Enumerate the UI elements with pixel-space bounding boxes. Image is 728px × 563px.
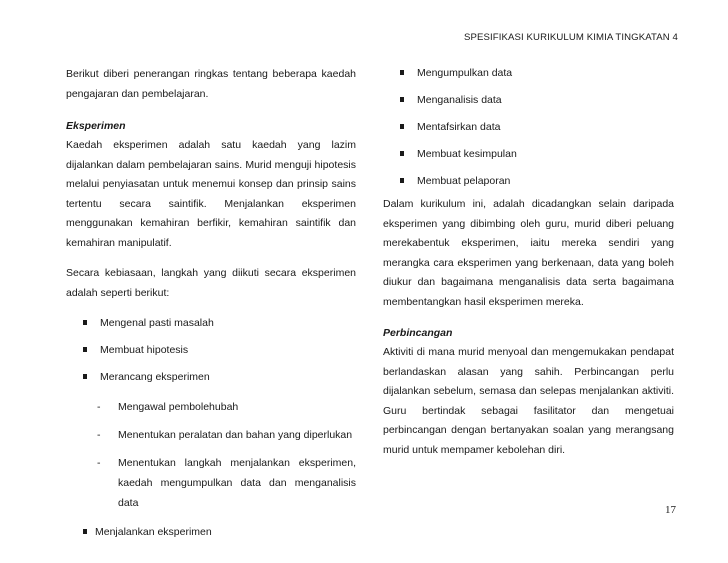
- last-step-list: [66, 524, 356, 540]
- page-number: 17: [665, 504, 676, 516]
- list-item: Mengumpulkan data: [383, 65, 674, 81]
- eksperimen-paragraph: Kaedah eksperimen adalah satu kaedah yang lazim dijalankan dalam pembelajaran sains. Murid menguji hipotesis melalui penyiasatan untuk menemui konsep dan prinsip sains tertentu secara saintifik. Menjalankan eksperimen menggunakan kemahiran berfikir, kemahiran saintifik dan kemahiran manipulatif.: [66, 139, 356, 249]
- list-item: Membuat pelaporan: [383, 173, 674, 189]
- list-item: - Menentukan peralatan dan bahan yang diperlukan: [66, 425, 356, 445]
- right-steps-list: [383, 65, 674, 189]
- perbincangan-paragraph: Aktiviti di mana murid menyoal dan mengemukakan pendapat berlandaskan alasan yang sahih. Perbincangan perlu dijalankan sebelum, semasa dan selepas menjalankan aktiviti. Guru bertindak sebagai fasilitator dan mengetuai perbincangan dengan bertanyakan soalan yang merangsang murid untuk mempamer kebolehan diri.: [383, 346, 674, 456]
- list-item: Mengenal pasti masalah: [66, 315, 356, 331]
- curriculum-paragraph: Dalam kurikulum ini, adalah dicadangkan selain daripada eksperimen yang dibimbing oleh guru, murid diberi peluang merekabentuk eksperimen, iaitu mereka sendiri yang merangka cara eksperimen yang berkenaan, data yang boleh diukur dan bagaimana menganalisis data serta bagaimana membentangkan hasil eksperimen mereka.: [383, 198, 674, 308]
- running-header: SPESIFIKASI KURIKULUM KIMIA TINGKATAN 4: [464, 32, 678, 43]
- steps-intro-paragraph: Secara kebiasaan, langkah yang diikuti secara eksperimen adalah seperti berikut:: [66, 267, 356, 299]
- right-column: [383, 65, 674, 460]
- list-item: Merancang eksperimen: [66, 369, 356, 385]
- intro-paragraph: Berikut diberi penerangan ringkas tentang beberapa kaedah pengajaran dan pembelajaran.: [66, 68, 356, 100]
- left-column: [66, 65, 356, 540]
- list-item: Menganalisis data: [383, 92, 674, 108]
- list-item: - Mengawal pembolehubah: [66, 397, 356, 417]
- eksperimen-heading: Eksperimen: [66, 120, 126, 132]
- list-item: Membuat kesimpulan: [383, 146, 674, 162]
- list-item: Menjalankan eksperimen: [66, 524, 356, 540]
- list-item: - Menentukan langkah menjalankan eksperimen, kaedah mengumpulkan data dan menganalisis data: [66, 453, 356, 513]
- list-item: Membuat hipotesis: [66, 342, 356, 358]
- steps-list: [66, 315, 356, 385]
- perbincangan-heading: Perbincangan: [383, 327, 453, 339]
- list-item: Mentafsirkan data: [383, 119, 674, 135]
- substeps-list: [66, 397, 356, 513]
